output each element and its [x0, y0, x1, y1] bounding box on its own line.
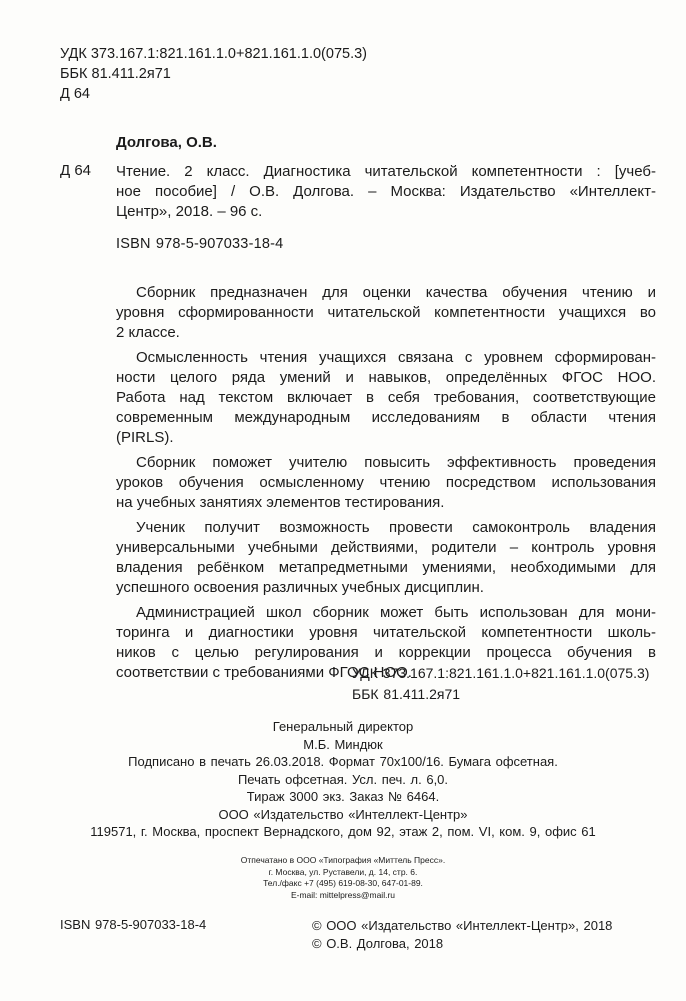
- text-line: Работа над текстом включает в себя требования, соответствующие: [116, 389, 656, 406]
- annotation-paragraph: [116, 348, 656, 448]
- udk-code: УДК 373.167.1:821.161.1.0+821.161.1.0(075.3): [60, 46, 367, 62]
- annotation-paragraph: [116, 453, 656, 513]
- text-line: современным международным исследованиям в области чтения: [116, 409, 656, 426]
- copyright-publisher: © ООО «Издательство «Интеллект-Центр», 2018: [312, 918, 613, 933]
- bbk-code-repeat: ББК 81.411.2я71: [352, 686, 461, 702]
- copyright-author: © О.В. Долгова, 2018: [312, 936, 444, 951]
- copyright-block: [312, 917, 612, 953]
- print-run: Тираж 3000 экз. Заказ № 6464.: [246, 789, 440, 804]
- udk-code-repeat: УДК 373.167.1:821.161.1.0+821.161.1.0(075.3): [352, 665, 650, 681]
- director-title: Генеральный директор: [272, 719, 414, 734]
- text-line: Администрацией школ сборник может быть использован для мони-: [136, 604, 656, 621]
- text-line: Сборник поможет учителю повысить эффективность проведения: [136, 454, 656, 471]
- text-line: 2 классе.: [116, 324, 180, 341]
- text-line: ников с целью регулирования и коррекции процесса обучения в: [116, 644, 656, 661]
- imprint: [0, 718, 686, 841]
- signed-to-print: Подписано в печать 26.03.2018. Формат 70х100/16. Бумага офсетная.: [128, 754, 558, 769]
- author-mark: Д 64: [60, 86, 90, 102]
- printer-line: Тел./факс +7 (495) 619-08-30, 647-01-89.: [263, 878, 423, 888]
- bibliographic-description: [116, 162, 656, 222]
- text-line: уровня сформированности читательской компетентности учащихся во: [116, 304, 656, 321]
- text-line: универсальными учебными действиями, родители – контроль уровня: [116, 539, 656, 556]
- publisher-address: 119571, г. Москва, проспект Вернадского, дом 92, этаж 2, пом. VI, ком. 9, офис 61: [90, 824, 596, 839]
- footer-isbn: ISBN 978-5-907033-18-4: [60, 917, 207, 932]
- print-info: Печать офсетная. Усл. печ. л. 6,0.: [237, 771, 449, 787]
- author-mark-record: Д 64: [60, 162, 92, 179]
- biblio-line: Центр», 2018. – 96 с.: [116, 203, 263, 220]
- text-line: соответствии с требованиями ФГОС НОО.: [116, 664, 412, 681]
- biblio-line: Чтение. 2 класс. Диагностика читательской компетентности : [учеб-: [116, 163, 656, 180]
- text-line: (PIRLS).: [116, 429, 174, 446]
- annotation-paragraph: [116, 283, 656, 343]
- text-line: владения ребёнком метапредметными умениями, необходимыми для: [116, 559, 656, 576]
- annotation: [116, 283, 656, 688]
- printer-info: [0, 855, 686, 901]
- director-name: М.Б. Миндюк: [303, 736, 383, 752]
- text-line: Сборник предназначен для оценки качества обучения чтению и: [136, 284, 656, 301]
- printer-line: E-mail: mittelpress@mail.ru: [290, 889, 396, 900]
- biblio-line: ное пособие] / О.В. Долгова. – Москва: Издательство «Интеллект-: [116, 183, 656, 200]
- text-line: на учебных занятиях элементов тестирования.: [116, 494, 445, 511]
- top-classification: [60, 44, 367, 104]
- text-line: ности целого ряда умений и навыков, определённых ФГОС НОО.: [116, 369, 656, 386]
- publisher-name: ООО «Издательство «Интеллект-Центр»: [218, 806, 468, 822]
- author-name: Долгова, О.В.: [116, 134, 217, 151]
- printer-line: Отпечатано в ООО «Типография «Миттель Пресс».: [240, 855, 446, 865]
- text-line: торинга и диагностики уровня читательской компетентности школь-: [116, 624, 656, 641]
- text-line: уроков обучения осмысленному чтению посредством использования: [116, 474, 656, 491]
- annotation-paragraph: [116, 518, 656, 598]
- bbk-code: ББК 81.411.2я71: [60, 66, 171, 82]
- text-line: Осмысленность чтения учащихся связана с уровнем сформирован-: [136, 349, 656, 366]
- printer-line: г. Москва, ул. Руставели, д. 14, стр. 6.: [268, 866, 418, 877]
- text-line: Ученик получит возможность провести самоконтроль владения: [136, 519, 656, 536]
- text-line: успешного освоения различных учебных дисциплин.: [116, 579, 484, 596]
- right-classification: [352, 663, 649, 705]
- isbn: ISBN 978-5-907033-18-4: [116, 236, 284, 252]
